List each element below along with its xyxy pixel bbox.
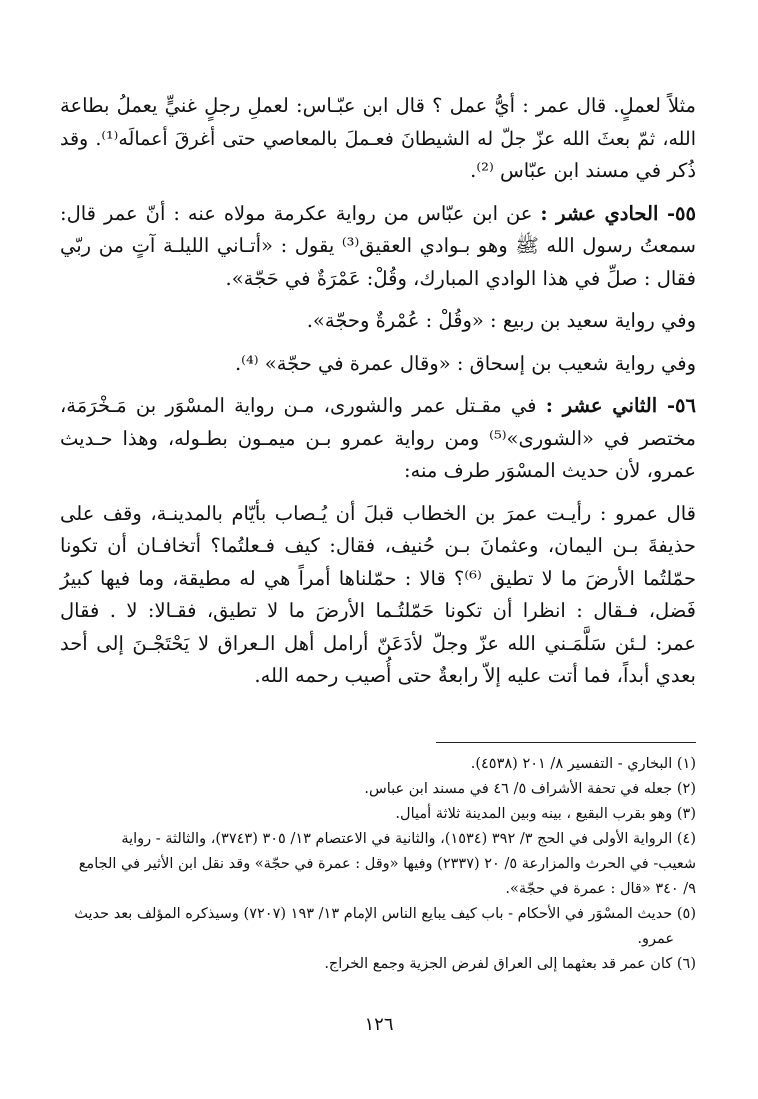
text-line: قال عمرو : رأيـت عمرَ بن الخطاب قبلَ أن يُـصاب بأيّام بالمدينـة، وقف على	[60, 501, 696, 525]
footnotes	[60, 752, 696, 977]
footnote-5-cont: عمرو.	[637, 931, 674, 947]
main-text	[60, 90, 696, 703]
text-line: مختصر في «الشورى»⁽⁵⁾ ومن رواية عمرو بـن ميمـون بطـوله، وهذا حـديث	[60, 426, 697, 450]
text-line: عمر: لـئن سَلَّمَـني الله عزّ وجلّ لأدَعَنّ أرامل أهل الـعراق لا يَحْتَجْـنَ إلى أحد	[60, 631, 696, 655]
footnote-1: (١) البخاري - التفسير ٨/ ٢٠١ (٤٥٣٨).	[470, 756, 696, 772]
text-line: حذيفةَ بـن اليمان، وعثمانَ بـن حُنيف، فقال: كيف فـعلتُما؟ أتخافـان أن تكونا	[60, 534, 696, 557]
paragraph-1	[60, 90, 696, 188]
hadith-heading: ٥٥- الحادي عشر :	[540, 201, 696, 225]
paragraph-hadith-56	[60, 390, 696, 488]
text-line: وفي رواية سعيد بن ربيع : «وقُلْ : عُمْرةٌ وحجّة».	[306, 309, 696, 332]
footnote-4-cont: ٩/ ٣٤٠ «قال : عمرة في حجّة».	[505, 881, 696, 897]
footnote-5: (٥) حديث المسْوَر في الأحكام - باب كيف يبايع الناس الإمام ١٣/ ١٩٣ (٧٢٠٧) وسيذكره المؤلف بعد حديث	[74, 906, 696, 922]
text-line: فَضل، فـقال : انظرا أن تكونا حَمّلتُـما الأرضَ ما لا تطيق، فقـالا: لا . فقال	[60, 599, 696, 622]
text-line: الله، ثمّ بعثَ الله عزّ جلّ له الشيطانَ فعـملَ بالمعاصي حتى أغرقَ أعمالَه⁽¹⁾. وقد	[60, 127, 696, 150]
text-line-content: عن ابن عبّاس من رواية عكرمة مولاه عنه : أنّ عمر قال:	[60, 201, 541, 225]
text-line: بعدي أبداً، فما أتت عليه إلاّ رابعةٌ حتى أُصيب رحمه الله.	[254, 664, 696, 687]
paragraph-3	[60, 305, 696, 338]
text-line	[60, 198, 696, 231]
text-line: وفي رواية شعيب بن إسحاق : «وقال عمرة في حجّة» ⁽⁴⁾.	[234, 351, 696, 375]
footnote-divider	[436, 742, 696, 743]
text-line	[60, 390, 696, 423]
text-line: حمّلتُما الأرضَ ما لا تطيق ⁽⁶⁾؟ قالا : حمّلناها أمراً هي له مطيقة، وما فيها كبيرُ	[60, 566, 696, 590]
text-line-content: في مقـتل عمر والشورى، مـن رواية المسْوَر بن مَـخْرَمَة،	[60, 394, 546, 417]
text-line: عمرو، لأن حديث المسْوَر طرف منه:	[403, 459, 696, 482]
text-line: مثلاً لعملٍ. قال عمر : أيُّ عمل ؟ قال ابن عبّـاس: لعملِ رجلٍ غنيٍّ يعملُ بطاعة	[60, 94, 696, 117]
paragraph-hadith-55	[60, 198, 696, 296]
hadith-heading: ٥٦- الثاني عشر :	[545, 394, 696, 417]
text-line: فقال : صلِّ في هذا الوادي المبارك، وقُلْ: عَمْرَةٌ في حَجّة».	[225, 266, 696, 290]
footnote-4: (٤) الرواية الأولى في الحج ٣/ ٣٩٢ (١٥٣٤)، والثانية في الاعتصام ١٣/ ٣٠٥ (٣٧٤٣)، والثالثة - رواية	[121, 831, 696, 847]
footnote-2: (٢) جعله في تحفة الأشراف ٥/ ٤٦ في مسند ابن عباس.	[364, 781, 696, 797]
paragraph-6	[60, 498, 696, 693]
text-line: سمعتُ رسول الله ﷺ وهو بـوادي العقيق⁽³⁾ يقول : «أتـاني الليلـة آتٍ من ربّي	[60, 234, 696, 257]
text-line: ذُكر في مسند ابن عبّاس ⁽²⁾.	[470, 159, 696, 182]
footnote-4-cont: شعيب- في الحرث والمزارعة ٥/ ٢٠ (٢٣٣٧) وفيها «وقل : عمرة في حجّة» وقد نقل ابن الأثير في الجامع	[78, 856, 696, 872]
page-number: ١٢٦	[364, 1014, 394, 1035]
paragraph-4	[60, 348, 696, 381]
footnote-3: (٣) وهو بقرب البقيع ، بينه وبين المدينة ثلاثة أميال.	[395, 806, 696, 822]
footnote-6: (٦) كان عمر قد بعثهما إلى العراق لفرض الجزية وجمع الخراج.	[324, 956, 696, 972]
